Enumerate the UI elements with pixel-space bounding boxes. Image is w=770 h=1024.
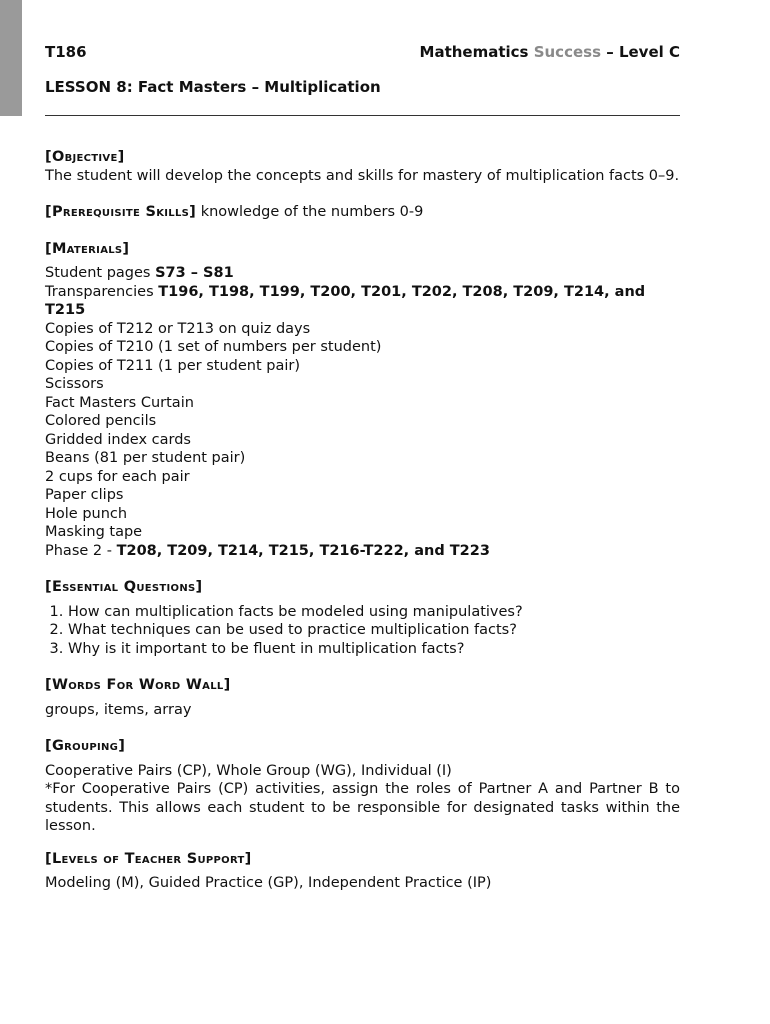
teacher-support-heading: [Levels of Teacher Support] xyxy=(45,850,252,867)
grouping-heading: [Grouping] xyxy=(45,738,126,754)
prerequisite-line xyxy=(45,203,680,222)
materials-item: Copies of T212 or T213 on quiz days xyxy=(45,320,311,337)
word-wall-heading: [Words For Word Wall] xyxy=(45,677,231,693)
series-suffix: – Level C xyxy=(601,43,680,61)
series-title xyxy=(420,43,680,61)
list-item: 3. Why is it important to be fluent in multiplication facts? xyxy=(68,640,680,659)
list-item: 2. What techniques can be used to practice multiplication facts? xyxy=(68,621,680,640)
materials-item: Paper clips xyxy=(45,487,124,503)
materials-item: Hole punch xyxy=(45,505,128,522)
materials-item: Fact Masters Curtain xyxy=(45,394,194,411)
materials-item: Copies of T211 (1 per student pair) xyxy=(45,357,301,374)
materials-heading: [Materials] xyxy=(45,240,130,257)
materials-item: Gridded index cards xyxy=(45,431,191,448)
word-wall-text: groups, items, array xyxy=(45,701,192,718)
header-divider xyxy=(45,115,680,116)
phase-line: Phase 2 - T208, T209, T214, T215, T216-T222, and T223 xyxy=(45,542,490,559)
materials-item: Copies of T210 (1 set of numbers per student) xyxy=(45,339,382,355)
series-prefix: Mathematics xyxy=(419,43,534,61)
materials-item: Scissors xyxy=(45,376,104,392)
series-highlight: Success xyxy=(533,43,601,61)
essential-questions-list xyxy=(45,603,680,659)
objective-heading: [Objective] xyxy=(45,149,125,165)
materials-item: Colored pencils xyxy=(45,413,157,429)
materials-item: Masking tape xyxy=(45,524,143,540)
teacher-support-text: Modeling (M), Guided Practice (GP), Independent Practice (IP) xyxy=(45,875,492,891)
lesson-title: LESSON 8: Fact Masters – Multiplication xyxy=(45,78,381,96)
transparencies-line: Transparencies T196, T198, T199, T200, T201, T202, T208, T209, T214, and T215 xyxy=(45,283,646,318)
materials-item: 2 cups for each pair xyxy=(45,468,190,485)
essential-questions-heading: [Essential Questions] xyxy=(45,579,203,595)
page-code: T186 xyxy=(45,43,87,61)
prerequisite-heading: [Prerequisite Skills] xyxy=(45,204,197,220)
lesson-body xyxy=(45,148,680,893)
grouping-note: *For Cooperative Pairs (CP) activities, assign the roles of Partner A and Partner B to students. This allows each student to be responsible for designated tasks within the lesson. xyxy=(45,781,680,834)
prerequisite-text: knowledge of the numbers 0-9 xyxy=(196,204,424,220)
grouping-line: Cooperative Pairs (CP), Whole Group (WG), Individual (I) xyxy=(45,762,452,779)
student-pages-line: Student pages S73 – S81 xyxy=(45,265,234,281)
list-item: 1. How can multiplication facts be modeled using manipulatives? xyxy=(68,603,680,622)
running-header xyxy=(45,43,680,65)
objective-text: The student will develop the concepts and skills for mastery of multiplication facts 0–9. xyxy=(45,167,680,184)
page-edge-tab xyxy=(0,0,22,116)
materials-item: Beans (81 per student pair) xyxy=(45,450,246,466)
